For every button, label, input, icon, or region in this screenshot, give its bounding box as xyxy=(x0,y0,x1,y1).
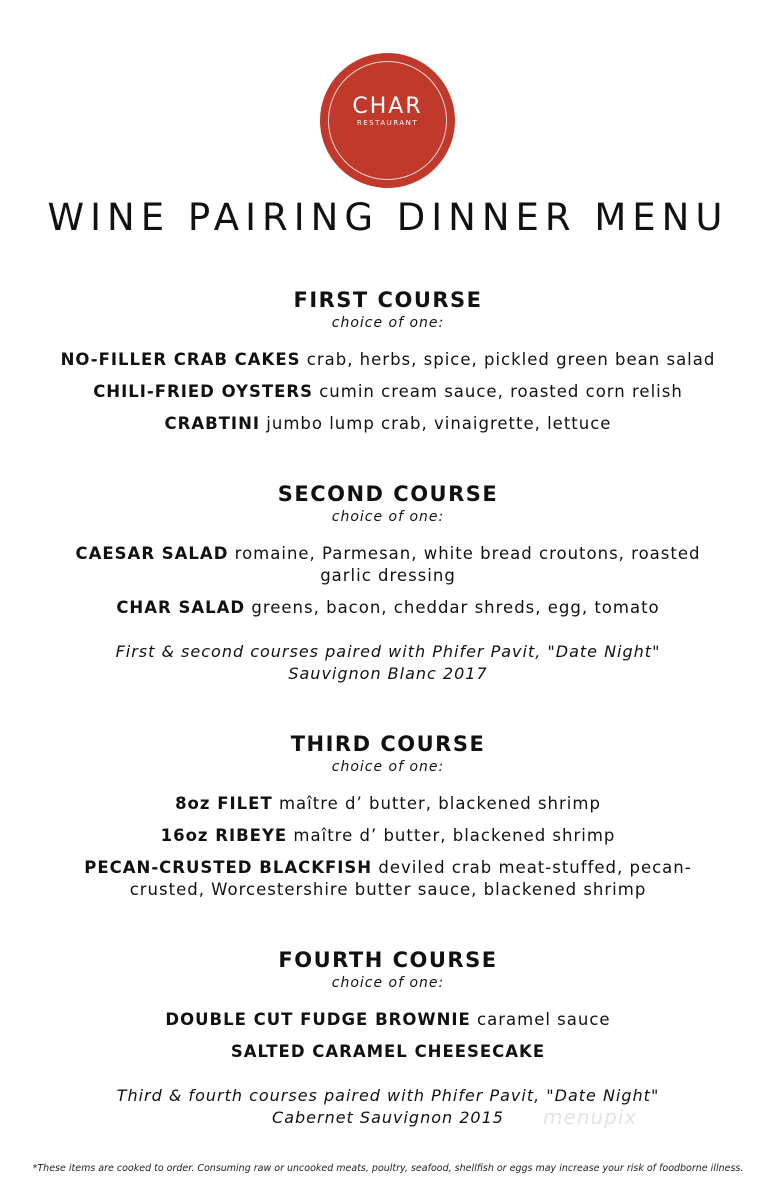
item-desc: jumbo lump crab, vinaigrette, lettuce xyxy=(266,414,612,433)
item-name: PECAN-CRUSTED BLACKFISH xyxy=(84,858,373,877)
menu-item xyxy=(48,381,728,403)
wine-pairing-note: Third & fourth courses paired with Phifer Pavit, "Date Night" Cabernet Sauvignon 2015 xyxy=(116,1086,660,1127)
menu-item xyxy=(48,1009,728,1031)
logo-name: CHAR xyxy=(352,94,423,119)
course-subheading: choice of one: xyxy=(331,315,445,331)
logo-circle xyxy=(320,53,455,188)
item-name: CHAR SALAD xyxy=(116,598,246,617)
item-desc: maître d’ butter, blackened shrimp xyxy=(278,794,601,813)
menu-item xyxy=(48,349,728,371)
course-third xyxy=(0,731,776,901)
course-subheading: choice of one: xyxy=(331,975,445,991)
course-first xyxy=(0,287,776,435)
item-name: SALTED CARAMEL CHEESECAKE xyxy=(230,1042,546,1061)
footnote-disclaimer: *These items are cooked to order. Consuming raw or uncooked meats, poultry, seafood, shellfish or eggs may increase your risk of foodborne illness. xyxy=(32,1163,744,1174)
item-name: 8oz FILET xyxy=(175,794,273,813)
menu-item xyxy=(48,543,728,587)
menu-item xyxy=(48,1041,728,1063)
item-name: CRABTINI xyxy=(164,414,261,433)
course-second xyxy=(0,481,776,685)
course-heading: FIRST COURSE xyxy=(293,288,483,312)
menu-item xyxy=(48,597,728,619)
course-subheading: choice of one: xyxy=(331,509,445,525)
menu-item xyxy=(48,825,728,847)
item-name: DOUBLE CUT FUDGE BROWNIE xyxy=(165,1010,471,1029)
course-fourth xyxy=(0,947,776,1129)
menu-item xyxy=(48,793,728,815)
item-desc: crab, herbs, spice, pickled green bean salad xyxy=(306,350,716,369)
item-desc: greens, bacon, cheddar shreds, egg, tomato xyxy=(251,598,660,617)
logo-subtitle: RESTAURANT xyxy=(356,119,419,127)
menu-item xyxy=(48,857,728,901)
page-title: WINE PAIRING DINNER MENU xyxy=(47,196,729,239)
course-subheading: choice of one: xyxy=(331,759,445,775)
course-heading: THIRD COURSE xyxy=(290,732,486,756)
item-name: CAESAR SALAD xyxy=(75,544,229,563)
menu-item xyxy=(48,413,728,435)
item-desc: caramel sauce xyxy=(477,1010,611,1029)
course-heading: SECOND COURSE xyxy=(277,482,499,506)
course-heading: FOURTH COURSE xyxy=(278,948,498,972)
item-desc: maître d’ butter, blackened shrimp xyxy=(293,826,616,845)
watermark: menupix xyxy=(543,1105,638,1129)
item-name: 16oz RIBEYE xyxy=(160,826,288,845)
item-desc: deviled crab meat-stuffed, pecan-crusted, Worcestershire butter sauce, blackened shrimp xyxy=(129,858,692,899)
restaurant-logo xyxy=(320,53,455,188)
wine-pairing-note: First & second courses paired with Phifer Pavit, "Date Night" Sauvignon Blanc 2017 xyxy=(115,642,661,683)
item-desc: cumin cream sauce, roasted corn relish xyxy=(319,382,683,401)
item-desc: romaine, Parmesan, white bread croutons, roasted garlic dressing xyxy=(234,544,701,585)
item-name: CHILI-FRIED OYSTERS xyxy=(93,382,313,401)
item-name: NO-FILLER CRAB CAKES xyxy=(60,350,301,369)
